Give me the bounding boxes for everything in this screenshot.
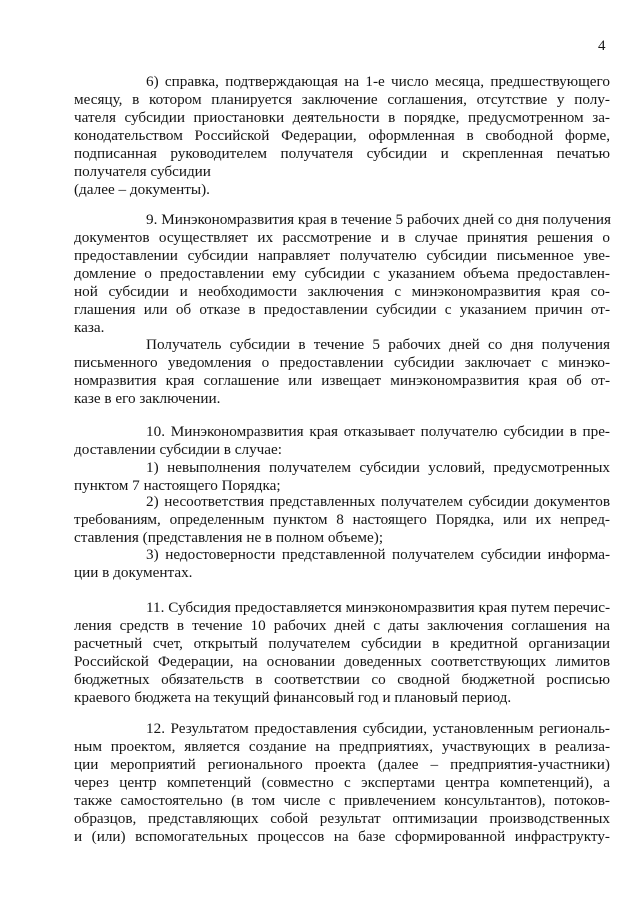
text-line: пунктом 7 настоящего Порядка;: [74, 477, 281, 494]
text-line: ции мероприятий регионального проекта (далее – предприятия-участники): [74, 756, 610, 773]
paragraph: [74, 73, 610, 199]
text-line: Получатель субсидии в течение 5 рабочих дней со дня получения: [146, 336, 610, 353]
text-line: домление о предоставлении ему субсидии с указанием объема предоставлен-: [74, 265, 610, 282]
text-line: 9. Минэкономразвития края в течение 5 рабочих дней со дня получения: [146, 211, 611, 228]
paragraph: [74, 599, 610, 707]
text-line: казе в его заключении.: [74, 390, 221, 407]
text-line: ставления (представления не в полном объеме);: [74, 529, 384, 546]
text-line: месяцу, в котором планируется заключение соглашения, отсутствие у полу-: [74, 91, 610, 108]
paragraph: [74, 336, 610, 408]
text-line: и (или) вспомогательных процессов на базе сформированной инфраструкту-: [74, 828, 610, 845]
text-line: получателя субсидии: [74, 163, 211, 180]
text-line: Российской Федерации, на основании доведенных соответствующих лимитов: [74, 653, 610, 670]
text-line: 3) недостоверности представленной получателем субсидии информа-: [146, 546, 610, 563]
page-number: 4: [598, 38, 606, 54]
text-line: каза.: [74, 319, 105, 336]
text-line: чателя субсидии приостановки деятельности в порядке, предусмотренном за-: [74, 109, 610, 126]
paragraph: [74, 720, 610, 846]
text-line: 12. Результатом предоставления субсидии, установленным региональ-: [146, 720, 610, 737]
paragraph: [74, 493, 610, 547]
text-line: подписанная руководителем получателя субсидии и скрепленная печатью: [74, 145, 610, 162]
text-line: (далее – документы).: [74, 181, 210, 198]
text-line: бюджетных обязательств в соответствии со сводной бюджетной росписью: [74, 671, 610, 688]
paragraph: [74, 546, 610, 582]
paragraph: [74, 459, 610, 495]
text-line: ным проектом, является создание на предприятиях, участвующих в реализа-: [74, 738, 610, 755]
text-line: 1) невыполнения получателем субсидии условий, предусмотренных: [146, 459, 610, 476]
text-line: 11. Субсидия предоставляется минэкономразвития края путем перечис-: [146, 599, 610, 616]
text-line: письменного уведомления о предоставлении субсидии заключает с минэко-: [74, 354, 610, 371]
text-line: 6) справка, подтверждающая на 1-е число месяца, предшествующего: [146, 73, 610, 90]
text-line: образцов, представляющих собой результат оптимизации производственных: [74, 810, 610, 827]
text-line: краевого бюджета на текущий финансовый год и плановый период.: [74, 689, 512, 706]
text-line: номразвития края соглашение или извещает минэкономразвития края об от-: [74, 372, 610, 389]
text-line: доставлении субсидии в случае:: [74, 441, 283, 458]
text-line: требованиям, определенным пунктом 8 настоящего Порядка, или их непред-: [74, 511, 610, 528]
text-line: предоставлении субсидии направляет получателю субсидии письменное уве-: [74, 247, 610, 264]
text-line: также самостоятельно (в том числе с привлечением консультантов), потоков-: [74, 792, 610, 809]
paragraph: [74, 211, 611, 337]
text-line: ции в документах.: [74, 564, 193, 581]
text-line: расчетный счет, открытый получателем субсидии в кредитной организации: [74, 635, 610, 652]
text-line: ной субсидии и необходимости заключения с минэкономразвития края со-: [74, 283, 610, 300]
text-line: через центр компетенций (совместно с экспертами центра компетенций), а: [74, 774, 610, 791]
text-line: конодательством Российской Федерации, оформленная в свободной форме,: [74, 127, 610, 144]
text-line: глашения или об отказе в предоставлении субсидии с указанием причин от-: [74, 301, 610, 318]
paragraph: [74, 423, 610, 459]
text-line: 10. Минэкономразвития края отказывает получателю субсидии в пре-: [146, 423, 610, 440]
text-line: 2) несоответствия представленных получателем субсидии документов: [146, 493, 610, 510]
text-line: ления средств в течение 10 рабочих дней с даты заключения соглашения на: [74, 617, 610, 634]
text-line: документов осуществляет их рассмотрение и в случае принятия решения о: [74, 229, 610, 246]
